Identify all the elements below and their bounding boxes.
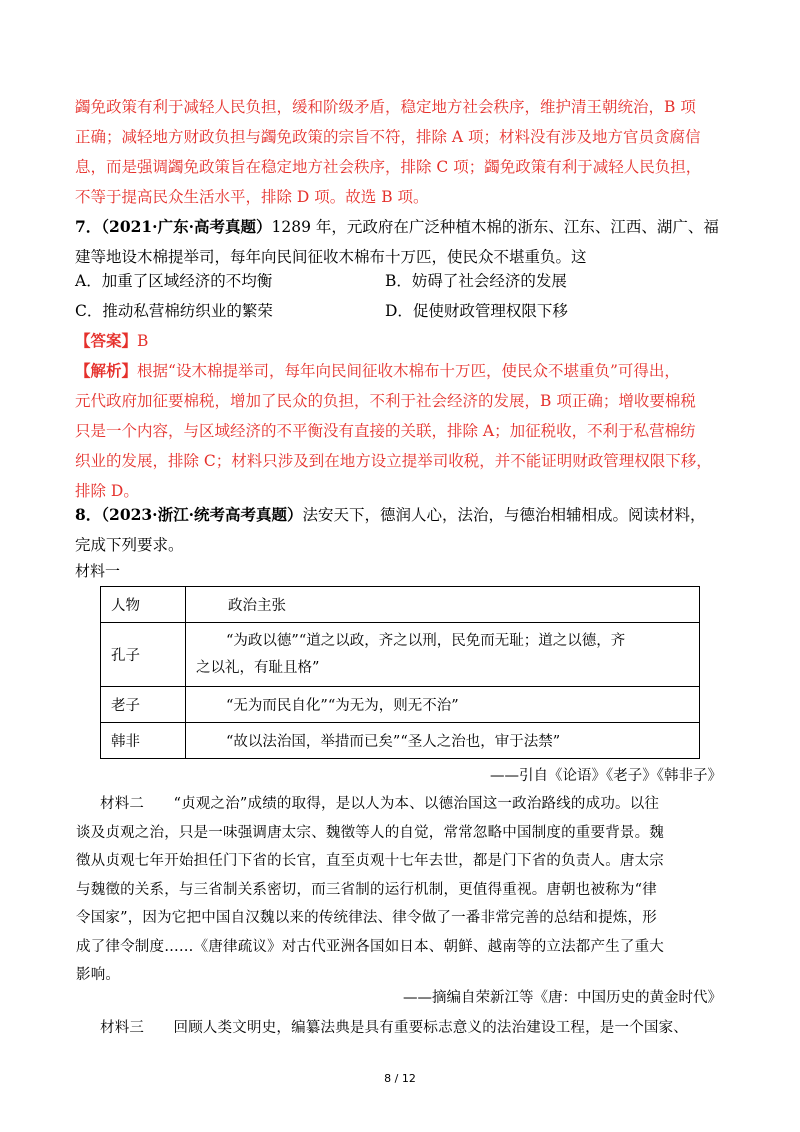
page-current: 8 (384, 1072, 392, 1085)
q7-stem-line2: 建等地设木棉提举司，每年向民间征收木棉布十万匹，使民众不堪重负。这 (75, 248, 587, 266)
q8-stem-line1: 法安天下，德润人心，法治，与德治相辅相成。阅读材料， (302, 506, 706, 524)
material3-text (100, 1014, 724, 1043)
q7-option-c: C．推动私营棉纺织业的繁荣 (75, 302, 273, 320)
material1-citation: ——引自《论语》《老子》《韩非子》 (490, 768, 722, 784)
q8-stem-line2: 完成下列要求。 (75, 536, 184, 554)
q7-source: （2021·广东·高考真题） (101, 217, 272, 236)
q7-option-a: A．加重了区域经济的不均衡 (75, 272, 273, 290)
table-cell-name: 孔子 (101, 623, 186, 687)
table-cell-claim: “无为而民自化”“为无为，则无不治” (186, 687, 700, 723)
material2-text (76, 790, 724, 990)
q8-stem (75, 500, 725, 560)
table-row (101, 687, 700, 723)
q7-stem-line1: 1289 年，元政府在广泛种植木棉的浙东、江东、江西、湖广、福 (271, 218, 719, 236)
q7-stem (75, 212, 725, 272)
q6-explain-line: 不等于提高民众生活水平，排除 D 项。故选 B 项。 (75, 188, 429, 206)
claim-line: 之以礼，有耻且格” (196, 659, 320, 676)
q7-options (75, 266, 725, 326)
q7-explain-line: 排除 D。 (75, 482, 139, 500)
table-cell-claim (186, 623, 700, 687)
q7-explain-line: 只是一个内容，与区域经济的不平衡没有直接的关联，排除 A；加征税收，不利于私营棉纺 (75, 422, 696, 440)
table-header-person: 人物 (101, 587, 186, 623)
q7-number: 7． (75, 217, 102, 236)
table-row (101, 623, 700, 687)
q8-number: 8． (75, 505, 102, 524)
q7-option-d: D．促使财政管理权限下移 (385, 302, 568, 320)
q7-answer (75, 326, 725, 356)
table-header-claim: 政治主张 (186, 587, 700, 623)
q7-option-b: B．妨碍了社会经济的发展 (385, 272, 567, 290)
q6-explain-line: 息，而是强调蠲免政策旨在稳定地方社会秩序，排除 C 项；蠲免政策有利于减轻人民负担， (75, 158, 702, 176)
table-cell-name: 老子 (101, 687, 186, 723)
q7-explain-line: 元代政府加征要棉税，增加了民众的负担，不利于社会经济的发展，B 项正确；增收要棉税 (75, 392, 696, 410)
page-number (0, 1072, 800, 1085)
q8-source: （2023·浙江·统考高考真题） (101, 505, 303, 524)
q7-explanation (75, 356, 725, 506)
answer-tag: 【答案】 (75, 331, 138, 350)
q6-explanation (75, 92, 725, 212)
material2-line: 令国家”，因为它把中国自汉魏以来的传统律法、律令做了一番非常完善的总结和提炼，形 (76, 910, 657, 926)
material2-line: 成了律令制度……《唐律疏议》对古代亚洲各国如日本、朝鲜、越南等的立法都产生了重大 (76, 938, 664, 955)
page-separator: / (394, 1072, 399, 1085)
answer-value: B (137, 332, 149, 350)
claim-line: “为政以德”“道之以政，齐之以刑，民免而无耻；道之以德，齐 (226, 632, 626, 649)
page-total: 12 (401, 1072, 416, 1085)
material3-line: 材料三 回顾人类文明史，编纂法典是具有重要标志意义的法治建设工程，是一个国家、 (100, 1020, 688, 1036)
material1-table (100, 586, 700, 759)
material2-line: 徵从贞观七年开始担任门下省的长官，直至贞观十七年去世，都是门下省的负责人。唐太宗 (76, 853, 664, 869)
material2-line: 影响。 (76, 967, 121, 983)
table-row (101, 723, 700, 759)
material2-line: 谈及贞观之治，只是一味强调唐太宗、魏徵等人的自觉，常常忽略中国制度的重要背景。魏 (76, 824, 664, 841)
q6-explain-line: 正确；减轻地方财政负担与蠲免政策的宗旨不符，排除 A 项；材料没有涉及地方官员贪腐信 (75, 128, 701, 146)
q7-explain-first: 根据“设木棉提举司，每年向民间征收木棉布十万匹，使民众不堪重负”可得出， (137, 362, 680, 380)
material2-line: 与魏徵的关系，与三省制关系密切，而三省制的运行机制，更值得重视。唐朝也被称为“律 (76, 881, 657, 898)
q6-explain-line: 蠲免政策有利于减轻人民负担，缓和阶级矛盾，稳定地方社会秩序，维护清王朝统治，B 项 (75, 98, 696, 116)
q7-explain-line: 织业的发展，排除 C；材料只涉及到在地方设立提举司收税，并不能证明财政管理权限下移， (75, 452, 712, 470)
explain-tag: 【解析】 (75, 361, 138, 380)
material1-label: 材料一 (75, 562, 121, 580)
material2-citation: ——摘编自荣新江等《唐：中国历史的黄金时代》 (403, 990, 722, 1006)
table-cell-name: 韩非 (101, 723, 186, 759)
material2-line: 材料二 “贞观之治”成绩的取得，是以人为本、以德治国这一政治路线的成功。以往 (100, 796, 660, 812)
table-cell-claim: “故以法治国，举措而已矣”“圣人之治也，审于法禁” (186, 723, 700, 759)
table-header-row (101, 587, 700, 623)
